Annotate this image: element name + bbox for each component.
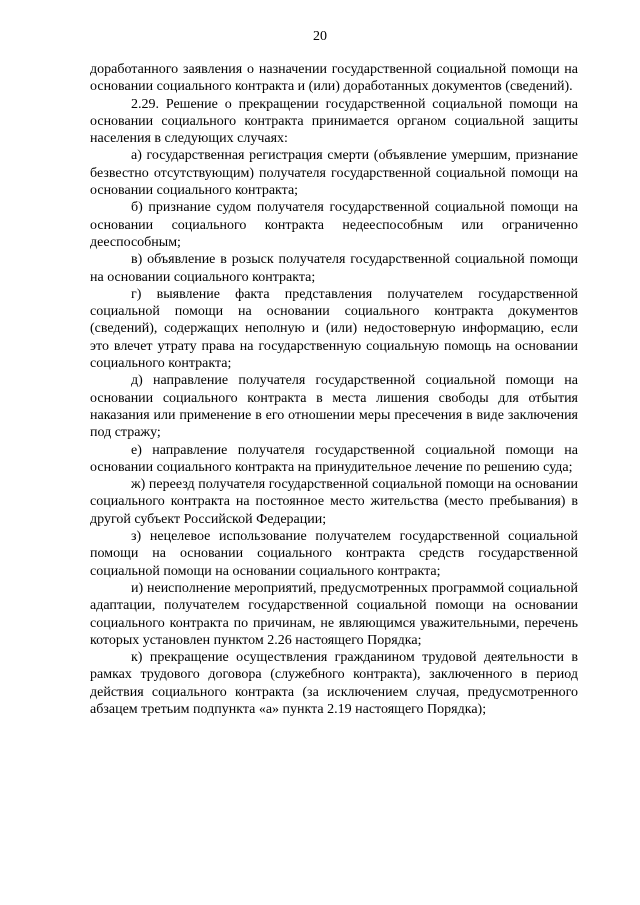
list-item-a: а) государственная регистрация смерти (объявление умершим, признание безвестно отсутствующим) получателя государственной социальной помощи на основании социального контракта;	[90, 148, 578, 199]
paragraph-2-29: 2.29. Решение о прекращении государственной социальной помощи на основании социального контракта принимается органом социальной защиты населения в следующих случаях:	[90, 96, 578, 147]
list-item-b: б) признание судом получателя государственной социальной помощи на основании социального контракта недееспособным или ограниченно дееспособным;	[90, 200, 578, 250]
list-item-g: г) выявление факта представления получателем государственной социальной помощи на основании социального контракта документов (сведений), содержащих неполную и (или) недостоверную информацию, если это влечет утрату права на государственную социальную помощь на основании социального контракта;	[90, 286, 578, 372]
list-item-v: в) объявление в розыск получателя государственной социальной помощи на основании социального контракта;	[90, 252, 578, 285]
list-item-k: к) прекращение осуществления гражданином трудовой деятельности в рамках трудового договора (служебного контракта), заключенного в период действия социального контракта (за исключением случая, предусмотренного абзацем третьим подпункта «а» пункта 2.19 настоящего Порядка);	[90, 650, 578, 717]
list-item-zh: ж) переезд получателя государственной социальной помощи на основании социального контракта на постоянное место жительства (место пребывания) в другой субъект Российской Федерации;	[90, 477, 578, 527]
list-item-i: и) неисполнение мероприятий, предусмотренных программой социальной адаптации, получателем государственной социальной помощи на основании социального контракта по причинам, не являющимся уважительными, перечень которых установлен пунктом 2.26 настоящего Порядка;	[90, 580, 578, 648]
list-item-e: е) направление получателя государственной социальной помощи на основании социального контракта на принудительное лечение по решению суда;	[90, 442, 578, 475]
document-body	[90, 61, 578, 718]
paragraph-continuation: доработанного заявления о назначении государственной социальной помощи на основании социального контракта и (или) доработанных документов (сведений).	[90, 62, 578, 95]
page-number: 20	[313, 29, 327, 44]
list-item-d: д) направление получателя государственной социальной помощи на основании социального контракта в места лишения свободы для отбытия наказания или применение в его отношении меры пресечения в виде заключения под стражу;	[90, 373, 578, 441]
list-item-z: з) нецелевое использование получателем государственной социальной помощи на основании социального контракта средств государственной социальной помощи на основании социального контракта;	[90, 529, 578, 579]
